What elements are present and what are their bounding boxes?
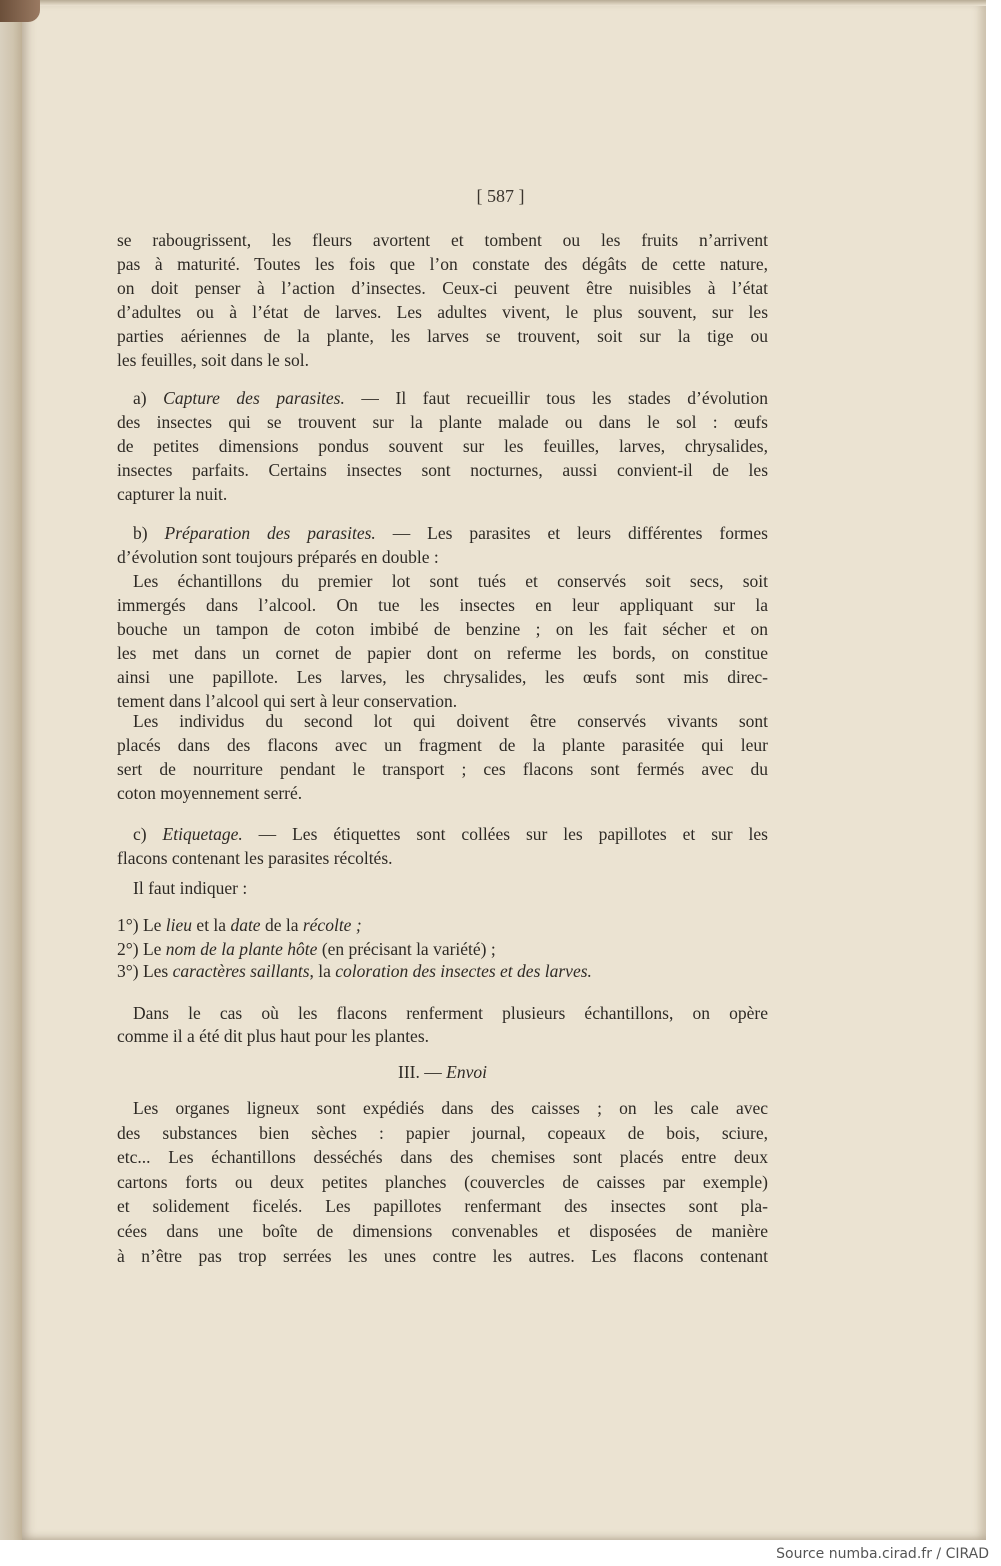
source-credit: Source numba.cirad.fr / CIRAD: [776, 1546, 989, 1562]
text-segment: (en précisant la variété) ;: [317, 939, 496, 959]
text-line: [133, 387, 768, 409]
italic-text: Envoi: [446, 1062, 487, 1082]
text-segment: placés dans des flacons avec un fragment de la plante parasitée qui leur: [117, 735, 768, 755]
text-line: [117, 1025, 768, 1047]
text-line: [133, 570, 768, 592]
italic-text: date: [230, 915, 261, 935]
text-segment: Les échantillons du premier lot sont tués et conservés soit secs, soit: [133, 571, 768, 591]
text-segment: sert de nourriture pendant le transport ; ces flacons sont fermés avec du: [117, 759, 768, 779]
text-line: [117, 847, 768, 869]
text-segment: de petites dimensions pondus souvent sur les feuilles, larves, chrysalides,: [117, 436, 768, 456]
text-line: [117, 411, 768, 433]
text-segment: d’évolution sont toujours préparés en double :: [117, 547, 439, 567]
text-segment: c): [133, 824, 163, 844]
text-segment: Dans le cas où les flacons renferment plusieurs échantillons, on opère: [133, 1003, 768, 1023]
text-line: [117, 325, 768, 347]
text-line: [117, 1122, 768, 1144]
text-segment: on doit penser à l’action d’insectes. Ceux-ci peuvent être nuisibles à l’état: [117, 278, 768, 298]
text-segment: ainsi une papillote. Les larves, les chrysalides, les œufs sont mis direc-: [117, 667, 768, 687]
text-line: [117, 277, 768, 299]
text-line: [117, 642, 768, 664]
text-segment: de la: [260, 915, 303, 935]
text-segment: et solidement ficelés. Les papillotes renfermant des insectes sont pla-: [117, 1196, 768, 1216]
text-segment: — Il faut recueillir tous les stades d’évolution: [344, 388, 768, 408]
italic-text: lieu: [165, 915, 193, 935]
text-segment: se rabougrissent, les fleurs avortent et tombent ou les fruits n’arrivent: [117, 230, 768, 250]
text-line: [117, 758, 768, 780]
text-line: [117, 594, 768, 616]
page-top-edge: [40, 0, 986, 6]
italic-text: coloration des insectes et des larves.: [335, 961, 592, 981]
text-segment: capturer la nuit.: [117, 484, 228, 504]
book-spine-edge: [0, 0, 22, 1540]
text-segment: pas à maturité. Toutes les fois que l’on constate des dégâts de cette nature,: [117, 254, 768, 274]
italic-text: Préparation des parasites.: [164, 523, 376, 543]
text-line: [117, 690, 768, 712]
page-number: [ 587 ]: [476, 186, 525, 206]
italic-text: caractères saillants: [172, 961, 310, 981]
text-line: [117, 1146, 768, 1168]
text-line: [133, 1002, 768, 1024]
text-line: [117, 1245, 768, 1267]
text-line: [117, 459, 768, 481]
text-segment: tement dans l’alcool qui sert à leur conservation.: [117, 691, 458, 711]
text-segment: Il faut indiquer :: [133, 878, 248, 898]
italic-text: récolte ;: [302, 915, 362, 935]
text-line: [117, 914, 768, 936]
italic-text: nom de la plante hôte: [165, 939, 318, 959]
text-segment: cées dans une boîte de dimensions convenables et disposées de manière: [117, 1221, 768, 1241]
text-segment: coton moyennement serré.: [117, 783, 303, 803]
text-line: [133, 823, 768, 845]
text-segment: comme il a été dit plus haut pour les plantes.: [117, 1026, 430, 1046]
text-line: [117, 435, 768, 457]
text-segment: bouche un tampon de coton imbibé de benzine ; on les fait sécher et on: [117, 619, 768, 639]
text-segment: insectes parfaits. Certains insectes sont nocturnes, aussi convient-il de les: [117, 460, 768, 480]
text-line: [117, 1220, 768, 1242]
text-line: [117, 938, 768, 960]
text-line: [133, 710, 768, 732]
text-line: [117, 483, 768, 505]
section-heading: [117, 1061, 768, 1083]
text-segment: , la: [309, 961, 336, 981]
text-line: [133, 877, 768, 899]
text-segment: cartons forts ou deux petites planches (couvercles de caisses par exemple): [117, 1172, 768, 1192]
text-line: [117, 349, 768, 371]
text-segment: — Les parasites et leurs différentes formes: [375, 523, 768, 543]
text-segment: des insectes qui se trouvent sur la plante malade ou dans le sol : œufs: [117, 412, 768, 432]
text-segment: des substances bien sèches : papier journal, copeaux de bois, sciure,: [117, 1123, 768, 1143]
text-segment: 2°) Le: [117, 939, 166, 959]
text-segment: les feuilles, soit dans le sol.: [117, 350, 309, 370]
text-segment: flacons contenant les parasites récoltés.: [117, 848, 393, 868]
text-segment: etc... Les échantillons desséchés dans des chemises sont placés entre deux: [117, 1147, 768, 1167]
text-segment: — Les étiquettes sont collées sur les papillotes et sur les: [242, 824, 768, 844]
text-segment: 1°) Le: [117, 915, 166, 935]
text-segment: 3°) Les: [117, 961, 173, 981]
text-segment: parties aériennes de la plante, les larves se trouvent, soit sur la tige ou: [117, 326, 768, 346]
text-segment: III. —: [398, 1062, 447, 1082]
text-line: [117, 734, 768, 756]
text-line: [117, 301, 768, 323]
text-line: [117, 666, 768, 688]
text-segment: a): [133, 388, 164, 408]
italic-text: Etiquetage.: [162, 824, 243, 844]
text-line: [117, 546, 768, 568]
text-segment: b): [133, 523, 165, 543]
binding-corner: [0, 0, 40, 22]
italic-text: Capture des parasites.: [163, 388, 345, 408]
text-line: [117, 960, 768, 982]
text-segment: immergés dans l’alcool. On tue les insectes en leur appliquant sur la: [117, 595, 768, 615]
text-segment: et la: [192, 915, 231, 935]
text-line: [133, 1097, 768, 1119]
text-line: [117, 229, 768, 251]
text-segment: à n’être pas trop serrées les unes contre les autres. Les flacons contenant: [117, 1246, 768, 1266]
text-line: [117, 1171, 768, 1193]
text-line: [117, 253, 768, 275]
text-line: [117, 618, 768, 640]
text-segment: les met dans un cornet de papier dont on referme les bords, on constitue: [117, 643, 768, 663]
text-line: [117, 1195, 768, 1217]
text-line: [117, 782, 768, 804]
text-line: [133, 522, 768, 544]
text-segment: Les organes ligneux sont expédiés dans des caisses ; on les cale avec: [133, 1098, 768, 1118]
text-segment: Les individus du second lot qui doivent être conservés vivants sont: [133, 711, 768, 731]
text-segment: d’adultes ou à l’état de larves. Les adultes vivent, le plus souvent, sur les: [117, 302, 768, 322]
